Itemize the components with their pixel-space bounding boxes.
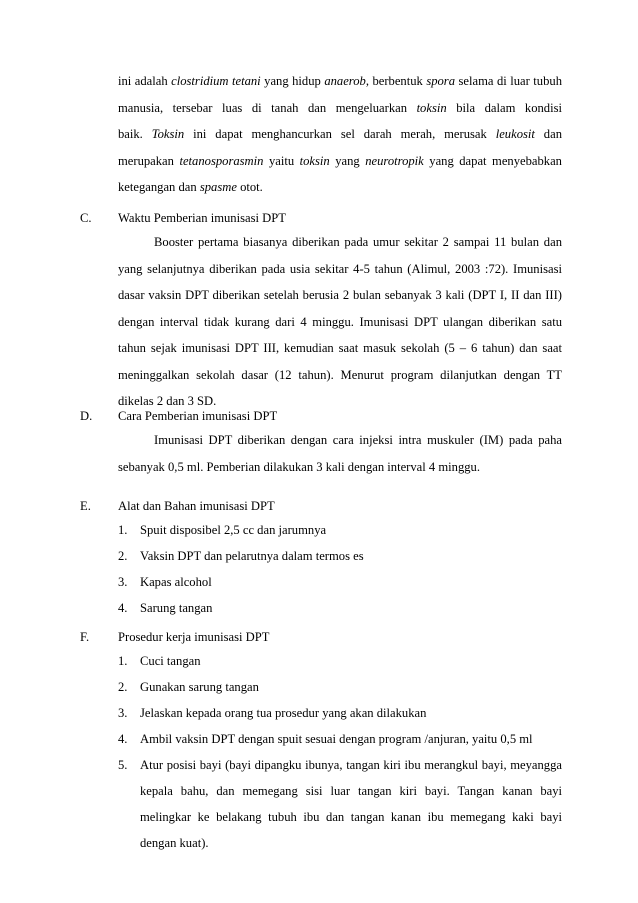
item-text: Jelaskan kepada orang tua prosedur yang akan dilakukan: [140, 706, 427, 720]
list-item: [118, 700, 562, 726]
item-number: 3.: [118, 706, 128, 720]
section-title: Waktu Pemberian imunisasi DPT: [118, 211, 286, 225]
list-item: [118, 543, 562, 569]
item-text: Ambil vaksin DPT dengan spuit sesuai dengan program /anjuran, yaitu 0,5 ml: [140, 732, 533, 746]
intro-line: ketegangan dan spasme otot.: [118, 180, 263, 194]
item-text: Kapas alcohol: [140, 575, 212, 589]
procedure-list: [80, 648, 562, 856]
item-number: 4.: [118, 601, 128, 615]
item-text: Gunakan sarung tangan: [140, 680, 259, 694]
item-number: 4.: [118, 732, 128, 746]
paragraph-text: Booster pertama biasanya diberikan pada umur sekitar 2 sampai 11 bulan dan yang selanjutnya diberikan pada usia sekitar 4-5 tahun (Alimul, 2003 :72). Imunisasi dasar vaksin DPT diberikan setelah berusia 2 bulan sebanyak 3 kali (DPT I, II dan III) dengan interval tidak kurang dari 4 minggu. Imunisasi DPT ulangan diberikan satu tahun sejak imunisasi DPT III, kemudian saat masuk sekolah (5 – 6 tahun) dan saat meninggalkan sekolah dasar (12 tahun). Menurut program dilanjutkan dengan TT dikelas 2 dan 3 SD.: [118, 235, 562, 408]
item-number: 1.: [118, 654, 128, 668]
section-d: [80, 405, 562, 480]
section-paragraph: [118, 229, 562, 415]
intro-line: merupakan tetanosporasmin yaitu toksin yang neurotropik yang dapat menyebabkan: [118, 153, 562, 168]
section-letter: C.: [80, 211, 92, 225]
list-item: [118, 726, 562, 752]
list-item: [118, 674, 562, 700]
section-title: Prosedur kerja imunisasi DPT: [118, 630, 270, 644]
section-heading: [80, 626, 562, 648]
section-heading: [80, 207, 562, 229]
item-number: 3.: [118, 575, 128, 589]
section-title: Cara Pemberian imunisasi DPT: [118, 409, 278, 423]
intro-line: ini adalah clostridium tetani yang hidup anaerob, berbentuk spora selama di luar tubuh: [118, 74, 562, 88]
list-item: [118, 648, 562, 674]
section-letter: E.: [80, 499, 91, 513]
list-item: [118, 595, 562, 621]
section-letter: D.: [80, 409, 93, 423]
intro-paragraph: [118, 68, 562, 201]
item-text: Spuit disposibel 2,5 cc dan jarumnya: [140, 523, 327, 537]
section-paragraph: [118, 427, 562, 480]
paragraph-text: Imunisasi DPT diberikan dengan cara injeksi intra muskuler (IM) pada paha sebanyak 0,5 ml. Pemberian dilakukan 3 kali dengan interval 4 minggu.: [118, 433, 562, 474]
section-f: [80, 626, 562, 856]
item-number: 1.: [118, 523, 128, 537]
item-number: 2.: [118, 549, 128, 563]
item-text: Sarung tangan: [140, 601, 213, 615]
intro-line: baik. Toksin ini dapat menghancurkan sel darah merah, merusak leukosit dan: [118, 127, 562, 141]
intro-line: manusia, tersebar luas di tanah dan mengeluarkan toksin bila dalam kondisi: [118, 100, 562, 115]
section-title: Alat dan Bahan imunisasi DPT: [118, 499, 275, 513]
item-number: 5.: [118, 758, 128, 772]
section-letter: F.: [80, 630, 90, 644]
section-heading: [80, 495, 562, 517]
item-text: Atur posisi bayi (bayi dipangku ibunya, tangan kiri ibu merangkul bayi, meyangga kepala bahu, dan memegang sisi luar tangan kiri bayi. Tangan kanan bayi melingkar ke belakang tubuh ibu dan tangan kanan ibu memegang kaki bayi dengan kuat).: [140, 758, 562, 850]
list-item: [118, 517, 562, 543]
item-text: Cuci tangan: [140, 654, 201, 668]
list-item: [118, 752, 562, 856]
materials-list: [80, 517, 562, 621]
section-e: [80, 495, 562, 621]
list-item: [118, 569, 562, 595]
section-heading: [80, 405, 562, 427]
item-number: 2.: [118, 680, 128, 694]
item-text: Vaksin DPT dan pelarutnya dalam termos es: [140, 549, 364, 563]
section-c: [80, 207, 562, 415]
